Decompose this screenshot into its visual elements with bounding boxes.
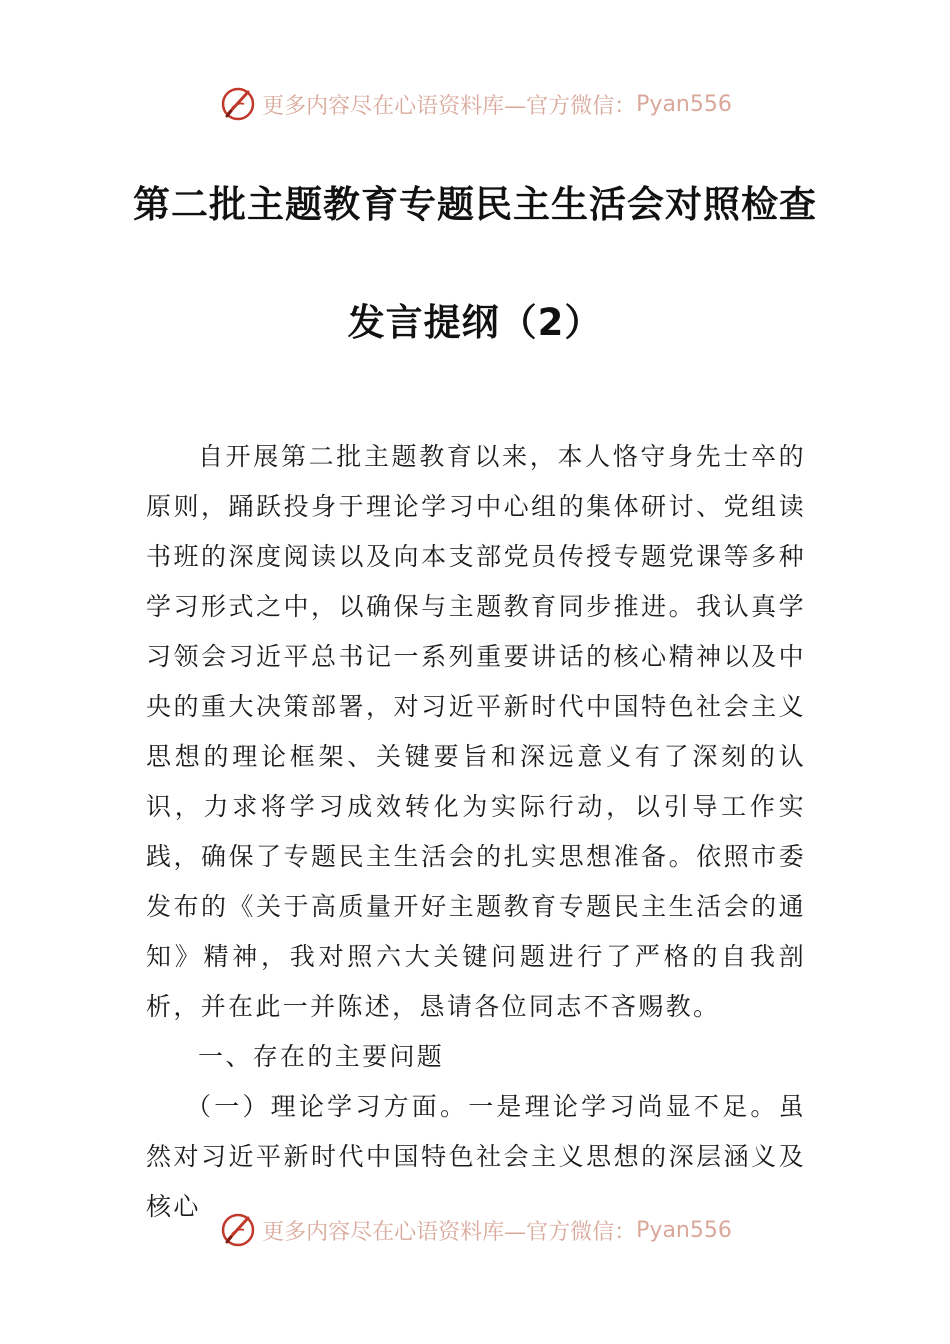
watermark-wechat-id: Pyan556 [636,91,732,117]
watermark-wechat-id: Pyan556 [636,1217,732,1243]
watermark-banner-top [0,82,950,126]
pen-logo-icon [218,84,258,124]
document-title-line1: 第二批主题教育专题民主生活会对照检查 [133,183,817,226]
body-paragraph-intro: 自开展第二批主题教育以来，本人恪守身先士卒的原则，踊跃投身于理论学习中心组的集体研讨、党组读书班的深度阅读以及向本支部党员传授专题党课等多种学习形式之中，以确保与主题教育同步推进。我认真学习领会习近平总书记一系列重要讲话的核心精神以及中央的重大决策部署，对习近平新时代中国特色社会主义思想的理论框架、关键要旨和深远意义有了深刻的认识，力求将学习成效转化为实际行动，以引导工作实践，确保了专题民主生活会的扎实思想准备。依照市委发布的《关于高质量开好主题教育专题民主生活会的通知》精神，我对照六大关键问题进行了严格的自我剖析，并在此一并陈述，恳请各位同志不吝赐教。 [146,442,806,1021]
document-body [146,432,806,1232]
body-paragraph-theory: （一）理论学习方面。一是理论学习尚显不足。虽然对习近平新时代中国特色社会主义思想的深层涵义及核心 [146,1092,806,1221]
pen-logo-icon [218,1210,258,1250]
watermark-banner-bottom [0,1208,950,1252]
document-title-line2: 发言提纲（2） [347,301,603,344]
watermark-text: 更多内容尽在心语资料库—官方微信： [262,93,637,119]
watermark-text: 更多内容尽在心语资料库—官方微信： [262,1219,637,1245]
section-heading: 一、存在的主要问题 [198,1042,445,1071]
